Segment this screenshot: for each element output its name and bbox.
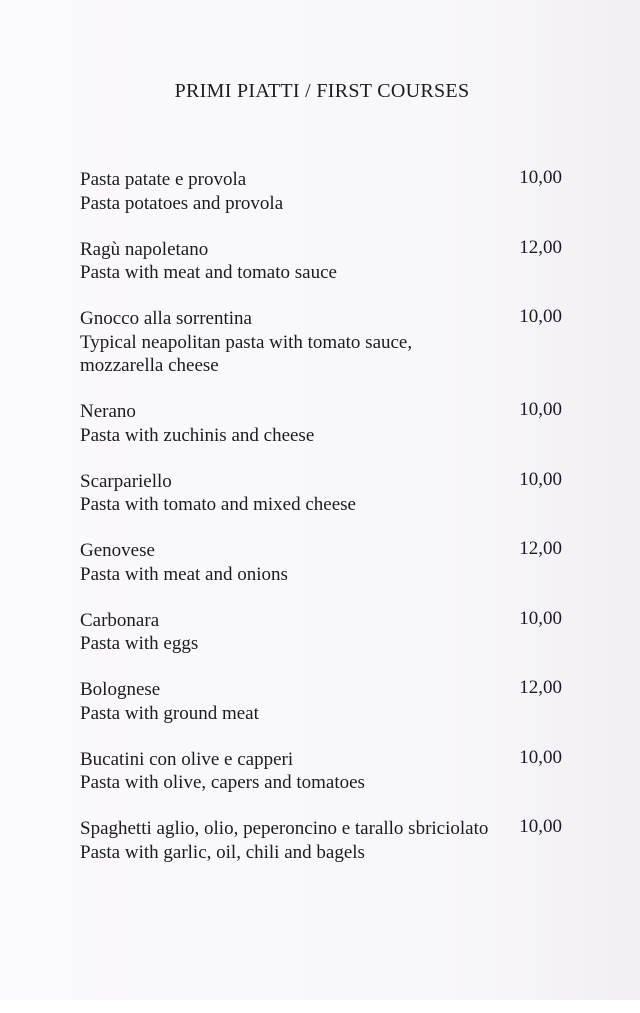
- menu-item-description: Pasta with ground meat: [80, 702, 259, 724]
- menu-item-price: 10,00: [519, 607, 562, 629]
- menu-section-title: PRIMI PIATTI / FIRST COURSES: [174, 80, 470, 102]
- menu-item: [80, 238, 562, 285]
- menu-item-description: Pasta with eggs: [80, 633, 199, 654]
- menu-item-description: mozzarella cheese: [80, 355, 219, 376]
- menu-item: [80, 307, 562, 378]
- menu-item-description: Pasta with zuchinis and cheese: [80, 424, 315, 446]
- menu-item-price: 12,00: [519, 236, 562, 258]
- menu-item: [80, 539, 562, 586]
- menu-item: [80, 678, 562, 725]
- menu-item-price: 10,00: [519, 167, 562, 188]
- menu-item-price: 12,00: [519, 677, 562, 698]
- menu-item-description: Typical neapolitan pasta with tomato sauce,: [80, 331, 413, 353]
- menu-item-price: 10,00: [519, 746, 562, 768]
- menu-item-price: 10,00: [519, 399, 562, 420]
- menu-item-name: Genovese: [80, 540, 155, 561]
- menu-item-list: [80, 168, 562, 887]
- menu-item-price: 10,00: [519, 816, 562, 837]
- page-bottom-margin: [0, 1000, 640, 1013]
- menu-item-price: 10,00: [519, 468, 562, 490]
- menu-item-name: Bolognese: [80, 679, 161, 700]
- menu-item-name: Carbonara: [80, 609, 160, 631]
- menu-item-price: 12,00: [519, 538, 562, 559]
- menu-item-name: Nerano: [80, 401, 136, 422]
- menu-item-name: Pasta patate e provola: [80, 169, 247, 190]
- menu-item: [80, 400, 562, 447]
- menu-item-description: Pasta with meat and tomato sauce: [80, 262, 337, 283]
- menu-item: [80, 609, 562, 656]
- menu-item-description: Pasta with tomato and mixed cheese: [80, 494, 356, 515]
- menu-item-description: Pasta potatoes and provola: [80, 192, 284, 214]
- menu-item-name: Bucatini con olive e capperi: [80, 748, 294, 770]
- menu-item-description: Pasta with olive, capers and tomatoes: [80, 772, 365, 793]
- menu-item: [80, 168, 562, 215]
- menu-item: [80, 748, 562, 795]
- menu-item-price: 10,00: [519, 306, 562, 327]
- menu-item-name: Scarpariello: [80, 470, 172, 492]
- menu-item: [80, 470, 562, 517]
- menu-item-name: Ragù napoletano: [80, 238, 209, 260]
- menu-item-name: Gnocco alla sorrentina: [80, 308, 252, 329]
- menu-item-description: Pasta with meat and onions: [80, 563, 288, 585]
- menu-item-description: Pasta with garlic, oil, chili and bagels: [80, 841, 365, 863]
- menu-item-name: Spaghetti aglio, olio, peperoncino e tarallo sbriciolato: [80, 818, 489, 839]
- menu-item: [80, 817, 562, 864]
